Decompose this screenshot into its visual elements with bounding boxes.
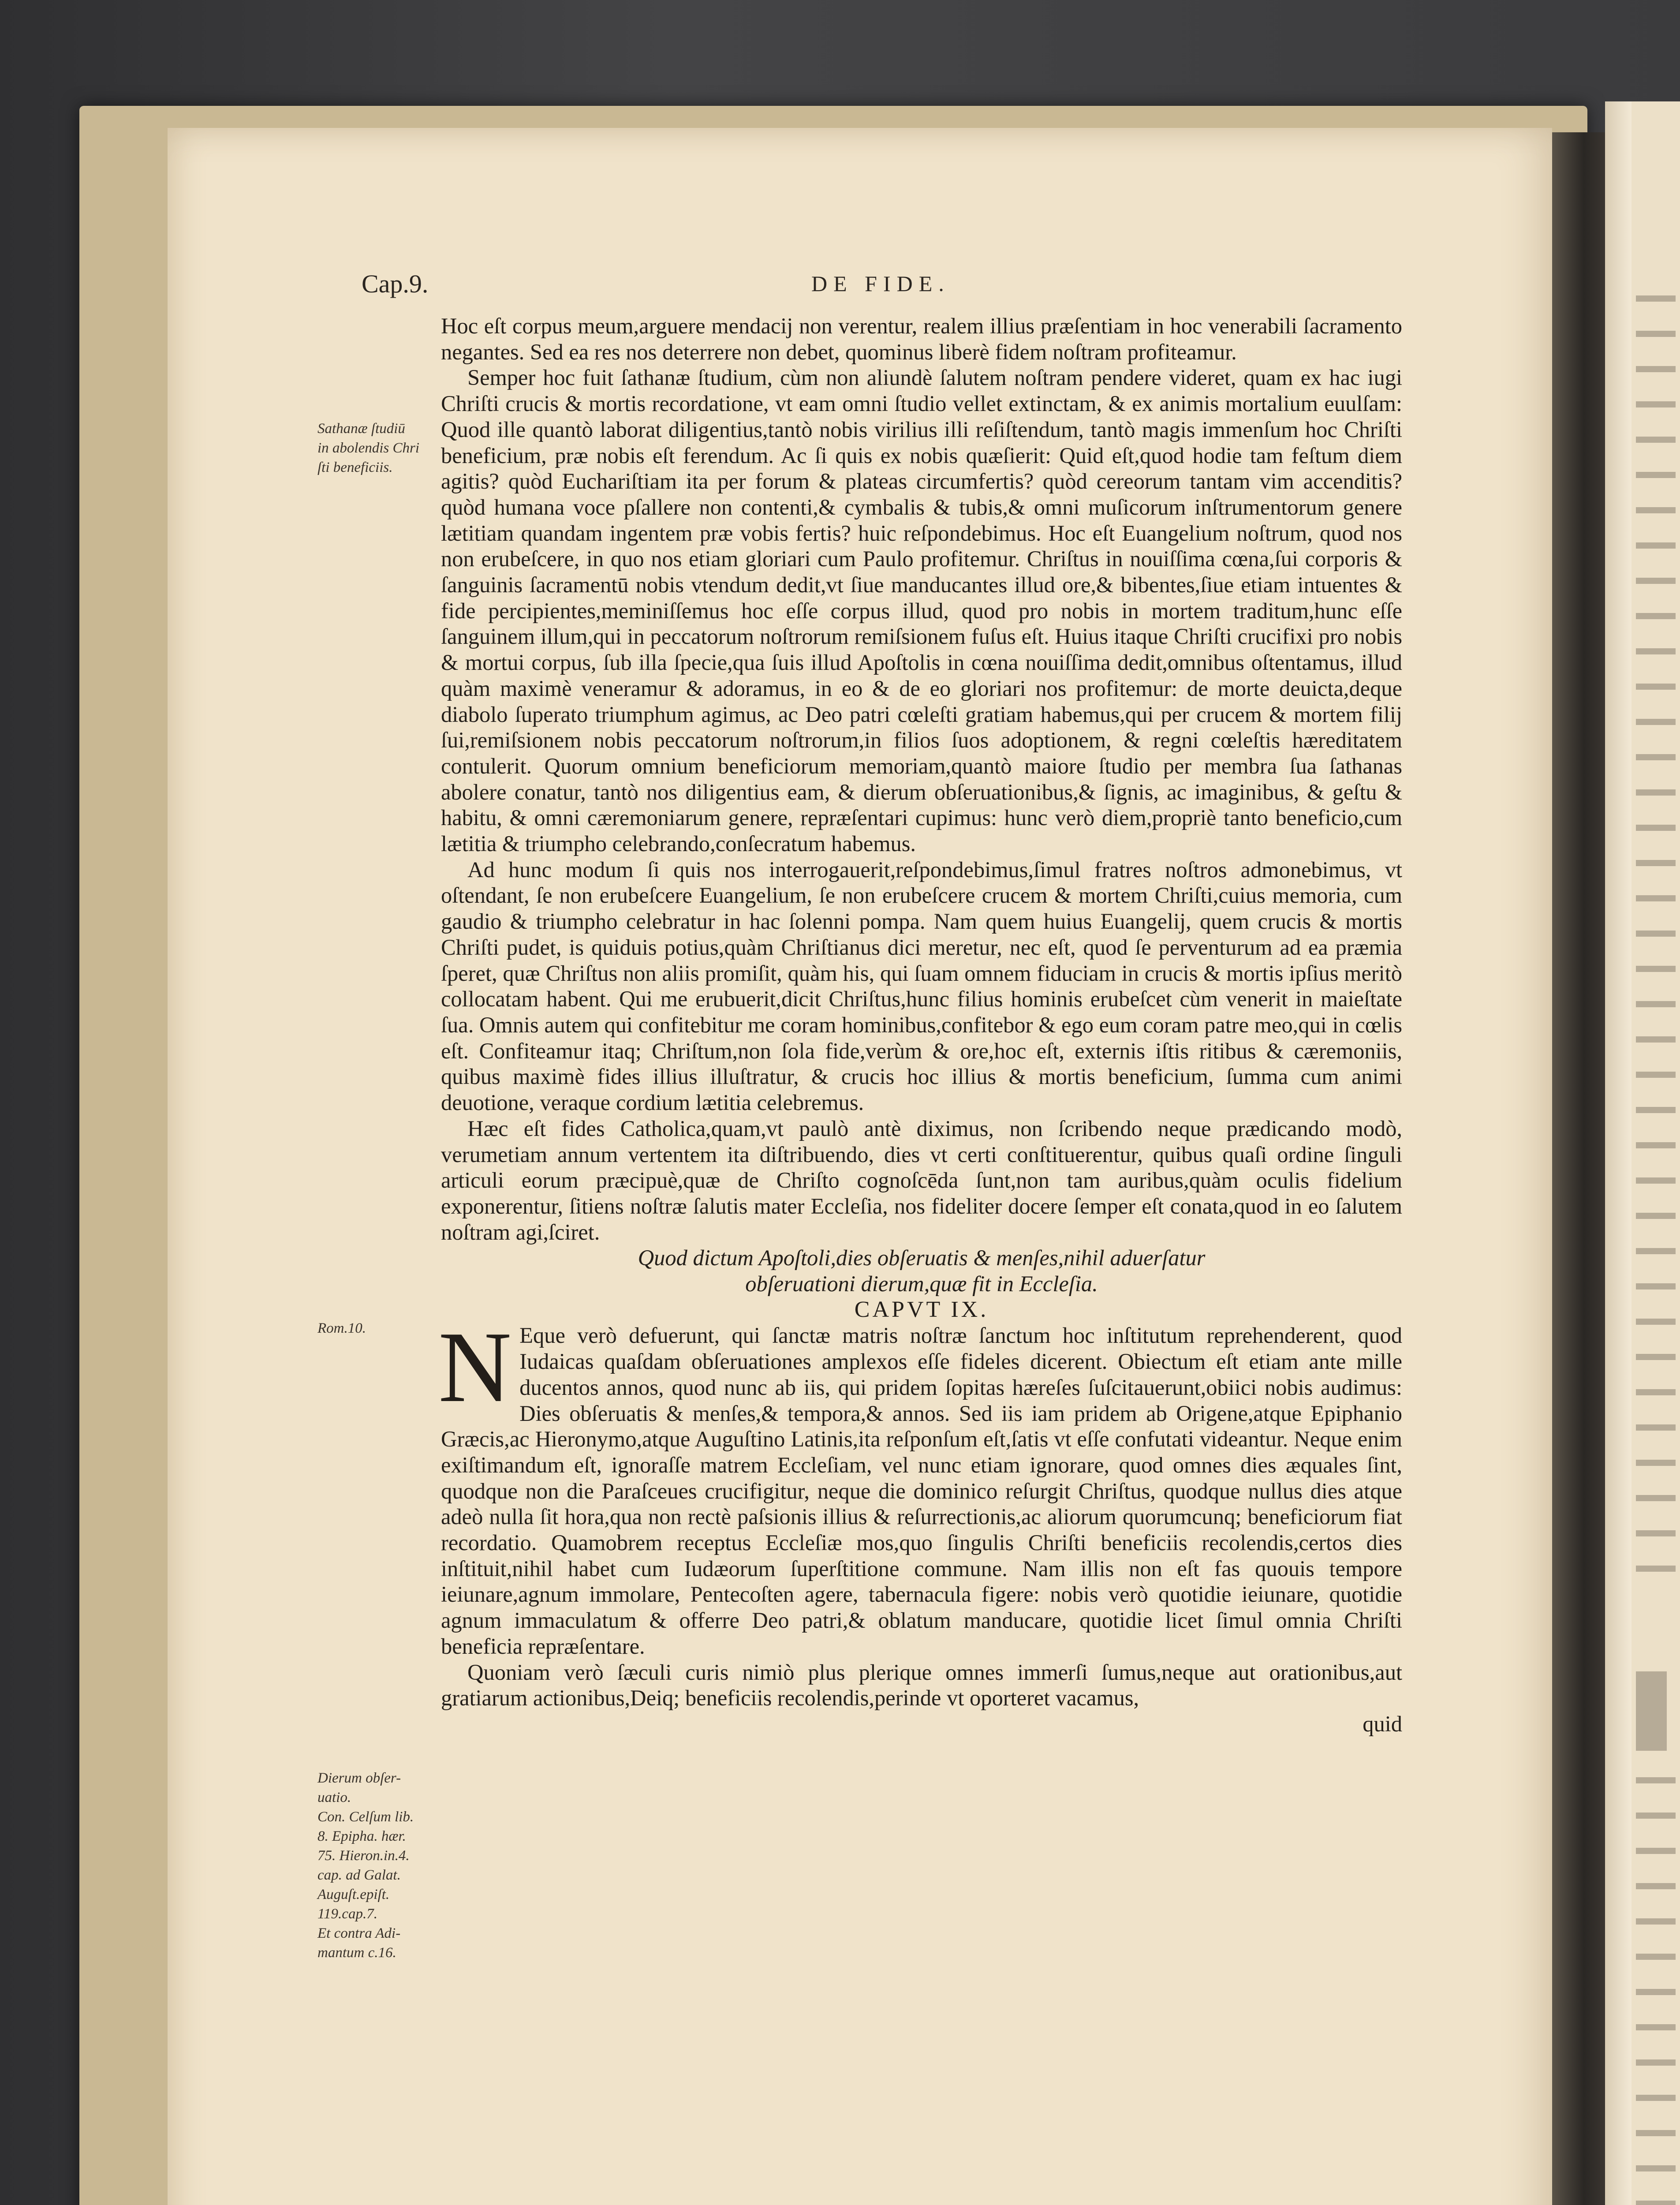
paragraph-text: Eque verò defuerunt, qui ſanctæ matris noſtræ ſanctum hoc inſtitutum reprehenderent, quod Iudaicas quaſdam obſeruationes amplexos eſſe fideles dicerent. Obiectum eſt etiam ante mille ducentos annos, quod nunc ab iis, qui pridem ſopitas hæreſes ſuſcitauerunt,obiici nobis audimus: Dies obſeruatis & menſes,& tempora,& annos. Sed iis iam pridem ab Origene,atque Epiphanio Græcis,ac Hieronymo,atque Auguſtino Latinis,ita reſponſum eſt,ſatis vt eſſe confutati videantur. Neque enim exiſtimandum eſt, ignoraſſe matrem Eccleſiam, vel nunc etiam ignorare, quod omnes dies æquales ſint, quodque non die Paraſceues crucifigitur, neque die dominico reſurgit Chriſtus, quodque nullus dies atque adeò nulla ſit hora,qua non rectè paſsionis illius & reſurrectionis,ac aliorum quorumcunq; beneficiorum fiat recordatio. Quamobrem receptus Eccleſiæ mos,quo ſingulis Chriſti beneficiis recolendis,certos dies inſtituit,nihil habet cum Iudæorum ſuperſtitione commune. Nam illis non eſt fas quouis tempore ieiunare,agnum immolare, Pentecoſten agere, tabernacula figere: nobis verò quotidie ieiunare, quotidie agnum immaculatum & offerre Deo patri,& oblatum manducare, quotidie licet ſimul omnia Chriſti beneficia repræſentare.: [441, 1323, 1402, 1659]
facing-page-text-fragment: [1636, 1566, 1676, 1572]
facing-page-text-fragment: [1636, 754, 1676, 760]
facing-page-edge: [1605, 101, 1680, 2205]
running-head: [362, 269, 1420, 304]
chapter-heading: CAPVT IX.: [854, 1297, 989, 1322]
facing-page-text-fragment: [1636, 895, 1676, 901]
facing-page-text-fragment: [1636, 1142, 1676, 1148]
facing-page-text-fragment: [1636, 1177, 1676, 1184]
facing-page-text-fragment: [1636, 931, 1676, 937]
facing-page-text-fragment: [1636, 295, 1676, 302]
facing-page-text-fragment: [1636, 366, 1676, 372]
margin-note-line: uatio.: [317, 1790, 351, 1805]
facing-page-text-fragment: [1636, 2201, 1676, 2205]
margin-note-rom: [317, 1319, 445, 1338]
facing-page-text-fragment: [1636, 1283, 1676, 1289]
paragraph: Hoc eſt corpus meum,arguere mendacij non verentur, realem illius præſentiam in hoc venerabili ſacramento negantes. Sed ea res nos deterrere non debet, quominus liberè fidem noſtram profiteamur.: [441, 314, 1402, 364]
facing-page-text-fragment: [1636, 2024, 1676, 2030]
facing-page-text-fragment: [1636, 789, 1676, 796]
facing-page-text-fragment: [1636, 1989, 1676, 1995]
margin-note-line: Con. Celſum lib.: [317, 1809, 414, 1825]
running-title: DE FIDE.: [811, 271, 950, 296]
facing-page-text-fragment: [1636, 2165, 1676, 2171]
facing-page-text-fragment: [1636, 1036, 1676, 1043]
facing-page-text-fragment: [1636, 1495, 1676, 1501]
facing-page-text-fragment: [1636, 2059, 1676, 2066]
facing-page-text-fragment: [1636, 1424, 1676, 1431]
facing-page-text-fragment: [1636, 1389, 1676, 1395]
facing-page-text-fragment: [1636, 331, 1676, 337]
margin-note-line: 119.cap.7.: [317, 1906, 377, 1922]
facing-page-text-fragment: [1636, 719, 1676, 725]
margin-note-line: in abolendis Chri: [317, 440, 420, 456]
facing-page-text-fragment: [1636, 578, 1676, 584]
chapter-marker: Cap.9.: [362, 269, 429, 298]
paragraph: Hæc eſt fides Catholica,quam,vt paulò antè diximus, non ſcribendo neque prædicando modò, verumetiam annum vertentem ita diſtribuendo, dies vt certi conſtituerentur, quibus quaſi ordine ſinguli articuli eorum præcipuè,quæ de Chriſto cognoſcēda ſunt,non tam auribus,quàm oculis fidelium exponerentur, ſitiens noſtræ ſalutis mater Eccleſia, nos fideliter docere ſemper eſt conata,quod in eo ſalutem noſtram agi,ſciret.: [441, 1116, 1402, 1245]
facing-page-text-fragment: [1636, 2095, 1676, 2101]
facing-page-text-fragment: [1636, 1954, 1676, 1960]
facing-page-text-fragment: [1636, 507, 1676, 513]
facing-page-text-fragment: [1636, 401, 1676, 407]
facing-page-text-fragment: [1636, 1248, 1676, 1254]
facing-page-text-fragment: [1636, 825, 1676, 831]
facing-page-text-fragment: [1636, 1354, 1676, 1360]
facing-page-text-fragment: [1636, 1777, 1676, 1783]
chapter-summary-line: Quod dictum Apoſtoli,dies obſeruatis & menſes,nihil aduerſatur: [638, 1245, 1206, 1271]
paragraph: Quoniam verò ſæculi curis nimiò plus plerique omnes immerſi ſumus,neque aut orationibus,aut gratiarum actionibus,Deiq; beneficiis recolendis,perinde vt oporteret vacamus,: [441, 1659, 1402, 1711]
margin-note-line: cap. ad Galat.: [317, 1867, 401, 1883]
margin-note-line: 8. Epipha. hær.: [317, 1828, 406, 1844]
chapter-summary-line: obſeruationi dierum,quæ fit in Eccleſia.: [745, 1271, 1098, 1297]
book-gutter: [1552, 132, 1605, 2205]
facing-page-text-fragment: [1636, 1001, 1676, 1007]
facing-page-dropcap-fragment: [1636, 1671, 1667, 1751]
facing-page-text-fragment: [1636, 1918, 1676, 1925]
main-text-block: [438, 313, 1402, 1737]
facing-page-text-fragment: [1636, 648, 1676, 654]
margin-note-line: Et contra Adi-: [317, 1925, 401, 1941]
margin-note-sathanae: [317, 419, 445, 477]
facing-page-text-fragment: [1636, 1883, 1676, 1889]
facing-page-text-fragment: [1636, 613, 1676, 619]
paragraph: Semper hoc fuit ſathanæ ſtudium, cùm non aliundè ſalutem noſtram pendere videret, quam ex hac iugi Chriſti crucis & mortis recordatione, vt eam omni ſtudio vellet extinctam, & ex animis mortalium euulſam: Quod ille quantò laborat diligentius,tantò nobis virilius illi reſiſtendum, tantò magis immenſum hoc Chriſti beneficium, præ nobis eſt ferendum. Ac ſi quis ex nobis quæſierit: Quid eſt,quod hodie tam feſtum diem agitis? quòd Euchariſtiam ita per forum & plateas circumfertis? quòd cereorum tantam vim accenditis? quòd humana voce pſallere non contenti,& cymbalis & tubis,& omni muſicorum inſtrumentorum genere lætitiam quandam ingentem præ vobis fertis? huic reſpondebimus. Hoc eſt Euangelium noſtrum, quod nos non erubeſcere, in quo nos etiam gloriari cum Paulo profitemur. Chriſtus in nouiſſima cœna,ſui corporis & ſanguinis ſacramentū nobis vtendum dedit,vt ſiue manducantes illud ore,& bibentes,ſiue etiam intuentes & fide percipientes,meminiſſemus hoc eſſe corpus illud, quod pro nobis in mortem traditum,hunc eſſe ſanguinem illum,qui in peccatorum noſtrorum remiſsionem fuſus eſt. Huius itaque Chriſti crucifixi pro nobis & mortui corpus, ſub illa ſpecie,qua ſuis illud Apoſtolis in cœna nouiſſima dedit,omnibus oſtentamus, illud quàm maximè veneramur & adoramus, in eo & de eo gloriari nos profitemur: de morte deuicta,deque diabolo ſuperato triumphum agimus, ac Deo patri cœleſti gratiam habemus,qui per crucem & mortem filij ſui,remiſsionem nobis peccatorum noſtrorum,in filios ſuos adoptionem, & regni cœleſtis hæreditatem contulerit. Quorum omnium beneficiorum memoriam,quantò maiore ſtudio per membra ſua ſathanas abolere conatur, tantò nos diligentius eam, & dierum obſeruationibus,& ſignis, ac imaginibus, & geſtu & habitu, & omni cæremoniarum genere, repræſentari cupimus: hunc verò diem,propriè tanto beneficio,cum lætitia & triumpho celebrando,conſecratum habemus.: [441, 365, 1402, 856]
facing-page-text-fragment: [1636, 2130, 1676, 2136]
facing-page-text-fragment: [1636, 1848, 1676, 1854]
facing-page-text-fragment: [1636, 1530, 1676, 1536]
facing-page-text-fragment: [1636, 966, 1676, 972]
margin-note-dierum: [317, 1768, 445, 1962]
facing-page-text-fragment: [1636, 437, 1676, 443]
facing-page-text-fragment: [1636, 1813, 1676, 1819]
margin-note-line: mantum c.16.: [317, 1945, 396, 1961]
margin-note-line: Sathanæ ſtudiū: [317, 421, 405, 437]
facing-page-text-fragment: [1636, 472, 1676, 478]
facing-page-text-fragment: [1636, 1072, 1676, 1078]
facing-page-text-fragment: [1636, 1319, 1676, 1325]
margin-note-line: Dierum obſer-: [317, 1770, 401, 1786]
chapter-first-paragraph: [438, 1311, 1402, 1659]
facing-page-text-fragment: [1636, 1107, 1676, 1113]
margin-note-line: 75. Hieron.in.4.: [317, 1848, 410, 1864]
facing-page-text-fragment: [1636, 860, 1676, 866]
facing-page-text-fragment: [1636, 542, 1676, 549]
facing-page-text-fragment: [1636, 684, 1676, 690]
paragraph: Ad hunc modum ſi quis nos interrogauerit,reſpondebimus,ſimul fratres noſtros admonebimus, vt oſtendant, ſe non erubeſcere Euangelium, ſe non erubeſcere crucem & mortem Chriſti,cuius memoria, cum gaudio & triumpho celebratur in hac ſolenni pompa. Nam quem huius Euangelij, quem crucis & mortis Chriſti pudet, is quiduis potius,quàm Chriſtianus dici meretur, nec eſt, quod ſe perventurum ad ea præmia ſperet, quæ Chriſtus non aliis promiſit, quàm his, qui ſuam omnem fiduciam in crucis & mortis ipſius meritò collocatam habent. Qui me erubuerit,dicit Chriſtus,hunc filius hominis erubeſcet cùm venerit in maieſtate ſua. Omnis autem qui confitebitur me coram hominibus,confitebor & ego eum coram patre meo,qui in cœlis eſt. Confiteamur itaq; Chriſtum,non ſola fide,verùm & ore,hoc eſt, externis iſtis ritibus & cæremoniis, quibus maximè fides illius illuſtratur, & crucis hoc illius & mortis beneficium, ſumma cum animi deuotione, veraque cordium lætitia celebremus.: [441, 857, 1402, 1115]
facing-page-text-fragment: [1636, 1213, 1676, 1219]
margin-note-line: Auguſt.epiſt.: [317, 1887, 390, 1902]
catchword: quid: [1363, 1711, 1402, 1736]
margin-note-line: ſti beneficiis.: [317, 460, 393, 475]
margin-note-line: Rom.10.: [317, 1320, 366, 1336]
drop-capital: N: [438, 1311, 512, 1424]
facing-page-fold: [1605, 101, 1631, 2205]
facing-page-text-fragment: [1636, 1460, 1676, 1466]
